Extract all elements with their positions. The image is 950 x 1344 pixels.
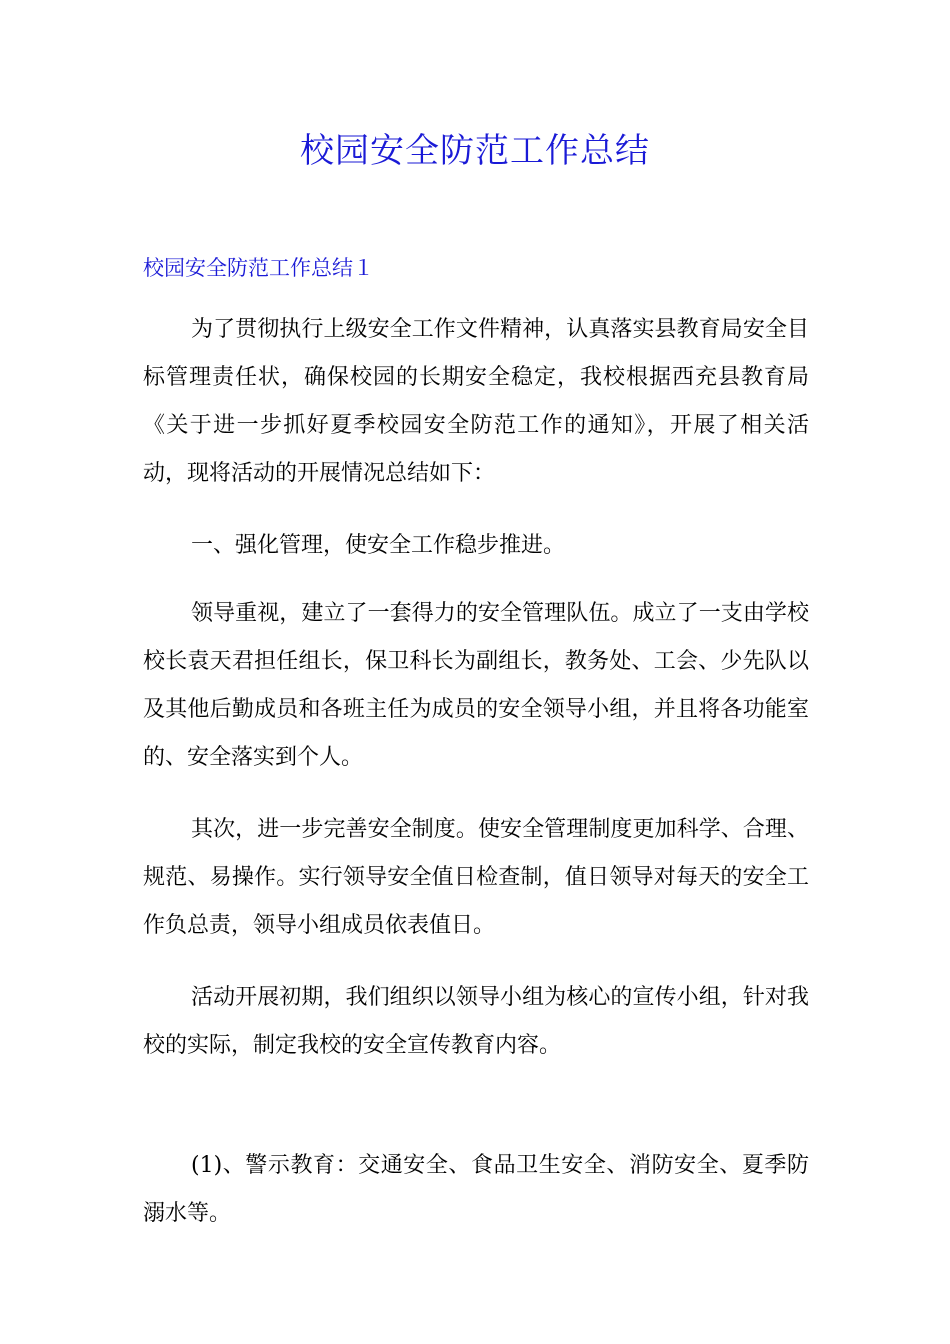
document-title: 校园安全防范工作总结	[300, 131, 650, 171]
paragraph-leadership-team: 领导重视，建立了一套得力的安全管理队伍。成立了一支由学校校长袁天君担任组长，保卫科长为副组长，教务处、工会、少先队以及其他后勤成员和各班主任为成员的安全领导小组，并且将各功能室的、安全落实到个人。	[143, 601, 809, 770]
paragraph-intro: 为了贯彻执行上级安全工作文件精神，认真落实县教育局安全目标管理责任状，确保校园的长期安全稳定，我校根据西充县教育局《关于进一步抓好夏季校园安全防范工作的通知》，开展了相关活动，现将活动的开展情况总结如下：	[143, 317, 809, 486]
paragraph-publicity-group: 活动开展初期，我们组织以领导小组为核心的宣传小组，针对我校的实际，制定我校的安全宣传教育内容。	[143, 985, 809, 1058]
paragraph-safety-system: 其次，进一步完善安全制度。使安全管理制度更加科学、合理、规范、易操作。实行领导安全值日检查制，值日领导对每天的安全工作负总责，领导小组成员依表值日。	[143, 817, 809, 938]
paragraph-subheading-strengthen-management: 一、强化管理，使安全工作稳步推进。	[191, 533, 566, 558]
section-heading: 校园安全防范工作总结１	[143, 256, 374, 280]
paragraph-warning-education: (1)、警示教育：交通安全、食品卫生安全、消防安全、夏季防溺水等。	[143, 1153, 809, 1226]
